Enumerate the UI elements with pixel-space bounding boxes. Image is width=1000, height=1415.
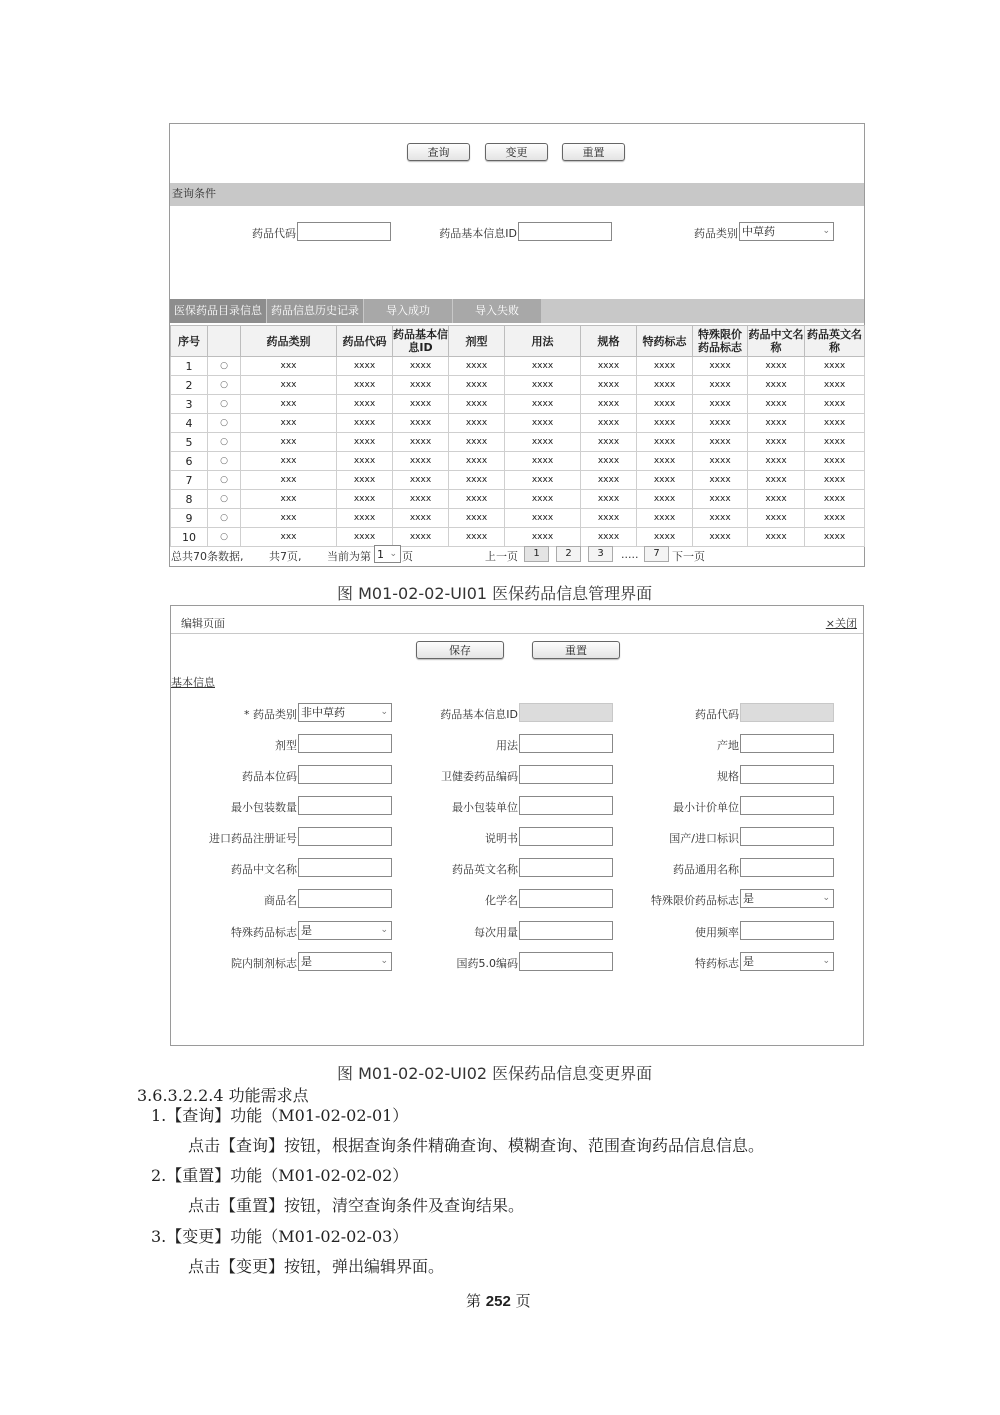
spec-input[interactable] — [740, 765, 834, 784]
cell: xxxx — [505, 528, 581, 547]
chevron-down-icon: ⌄ — [389, 549, 397, 559]
origin-input[interactable] — [740, 734, 834, 753]
cell: xxxx — [449, 376, 505, 395]
cell: xxxx — [337, 509, 393, 528]
hospital-prep-flag-select[interactable] — [298, 952, 392, 971]
drug-category-select[interactable] — [298, 703, 392, 722]
cell: xxxx — [449, 395, 505, 414]
col-header: 序号 — [171, 326, 208, 357]
min-pack-unit-input[interactable] — [519, 796, 613, 815]
drug-category-select[interactable] — [739, 222, 834, 241]
domestic-import-label: 国产/进口标识 — [669, 832, 739, 845]
cell: xxxx — [637, 414, 693, 433]
hospital-prep-flag-label: 院内制剂标志 — [231, 957, 297, 970]
chevron-down-icon: ⌄ — [822, 956, 830, 966]
special-price-flag-label: 特殊限价药品标志 — [651, 894, 739, 907]
min-price-unit-label: 最小计价单位 — [673, 801, 739, 814]
chevron-down-icon: ⌄ — [380, 925, 388, 935]
cell: xxxx — [748, 414, 805, 433]
cell: xxxx — [393, 490, 449, 509]
drug-basic-id-label: 药品基本信息ID — [440, 708, 518, 721]
cell: xxxx — [805, 490, 865, 509]
tab-import-fail[interactable]: 导入失败 — [453, 299, 541, 323]
usage-input[interactable] — [519, 734, 613, 753]
row-radio[interactable]: ○ — [208, 357, 241, 376]
cell: xxxx — [805, 433, 865, 452]
cell: xxx — [241, 490, 337, 509]
spec-label: 规格 — [717, 770, 739, 783]
local-code-label: 药品本位码 — [242, 770, 297, 783]
cell: xxxx — [449, 509, 505, 528]
table-row[interactable] — [171, 433, 865, 452]
col-header: 药品代码 — [337, 326, 393, 357]
cell: xxxx — [449, 357, 505, 376]
cell: xxxx — [449, 452, 505, 471]
cell: xxxx — [581, 490, 637, 509]
row-radio[interactable]: ○ — [208, 528, 241, 547]
table-row[interactable] — [171, 376, 865, 395]
cell: xxxx — [637, 433, 693, 452]
cell: xxxx — [337, 395, 393, 414]
cell: xxxx — [805, 452, 865, 471]
row-radio[interactable]: ○ — [208, 395, 241, 414]
row-radio[interactable]: ○ — [208, 414, 241, 433]
row-radio[interactable]: ○ — [208, 452, 241, 471]
cell: xxxx — [393, 376, 449, 395]
dose-per-time-input[interactable] — [519, 921, 613, 940]
cell: xxxx — [505, 509, 581, 528]
min-pack-qty-label: 最小包装数量 — [231, 801, 297, 814]
cell: xxxx — [637, 395, 693, 414]
special-drug-flag-value: 是 — [301, 924, 312, 937]
cell: xxxx — [449, 414, 505, 433]
pager-page-2[interactable]: 2 — [556, 546, 581, 562]
usage-label: 用法 — [496, 739, 518, 752]
cell: xxxx — [693, 490, 748, 509]
row-index-cell: 2 — [171, 376, 208, 395]
page-prefix: 第 — [466, 1292, 482, 1310]
manual-label: 说明书 — [485, 832, 518, 845]
section-basic-info: 基本信息 — [171, 676, 215, 689]
col-header: 特药标志 — [637, 326, 693, 357]
trade-name-input[interactable] — [298, 889, 392, 908]
nhc-code-label: 卫健委药品编码 — [441, 770, 518, 783]
row-index-cell: 8 — [171, 490, 208, 509]
cell: xxx — [241, 509, 337, 528]
table-row[interactable] — [171, 414, 865, 433]
row-index-cell: 4 — [171, 414, 208, 433]
cell: xxxx — [693, 452, 748, 471]
pager-ellipsis: ..... — [621, 548, 639, 561]
tey-flag-label: 特药标志 — [695, 957, 739, 970]
cell: xxxx — [637, 509, 693, 528]
drug-category-label: 药品类别 — [694, 227, 738, 240]
cell: xxxx — [505, 471, 581, 490]
drug-management-panel — [169, 123, 865, 567]
requirement-3-title: 3.【变更】功能（M01-02-02-03） — [151, 1227, 409, 1246]
cell: xxx — [241, 395, 337, 414]
col-header: 药品类别 — [241, 326, 337, 357]
table-row[interactable] — [171, 395, 865, 414]
cell: xxxx — [393, 433, 449, 452]
gy5-code-label: 国药5.0编码 — [456, 957, 518, 970]
special-drug-flag-label: 特殊药品标志 — [231, 926, 297, 939]
cell: xxxx — [637, 452, 693, 471]
table-row[interactable] — [171, 509, 865, 528]
dosage-form-input[interactable] — [298, 734, 392, 753]
cell: xxxx — [637, 357, 693, 376]
cell: xxxx — [693, 376, 748, 395]
col-header: 特殊限价药品标志 — [693, 326, 748, 357]
cell: xxxx — [393, 395, 449, 414]
cell: xxxx — [449, 528, 505, 547]
row-index-cell: 6 — [171, 452, 208, 471]
cell: xxxx — [805, 395, 865, 414]
cell: xxxx — [805, 471, 865, 490]
table-header-row — [171, 326, 865, 357]
row-index-cell: 1 — [171, 357, 208, 376]
col-header: 药品英文名称 — [805, 326, 865, 357]
cell: xxx — [241, 376, 337, 395]
cell: xxx — [241, 528, 337, 547]
cell: xxxx — [693, 528, 748, 547]
row-index-cell: 3 — [171, 395, 208, 414]
cell: xxxx — [337, 414, 393, 433]
cell: xxxx — [393, 528, 449, 547]
edit-panel-title: 编辑页面 — [181, 617, 225, 630]
special-price-flag-select[interactable] — [740, 889, 834, 908]
change-button[interactable]: 变更 — [485, 143, 548, 161]
requirement-3-desc: 点击【变更】按钮，弹出编辑界面。 — [188, 1257, 445, 1276]
cell: xxxx — [393, 509, 449, 528]
pager-current-select[interactable] — [374, 545, 401, 563]
cell: xxxx — [393, 471, 449, 490]
page-suffix: 页 — [515, 1292, 531, 1310]
drug-code-input — [740, 703, 834, 722]
pager-current-suffix: 页 — [402, 550, 413, 563]
cell: xxxx — [748, 509, 805, 528]
manual-input[interactable] — [519, 827, 613, 846]
title-divider — [171, 633, 863, 634]
cell: xxxx — [693, 509, 748, 528]
query-button[interactable]: 查询 — [407, 143, 470, 161]
cell: xxxx — [581, 433, 637, 452]
cell: xxxx — [748, 376, 805, 395]
drug-code-label: 药品代码 — [252, 227, 296, 240]
page-number: 252 — [485, 1293, 511, 1310]
cell: xxxx — [337, 357, 393, 376]
cell: xxxx — [337, 433, 393, 452]
chevron-down-icon: ⌄ — [380, 956, 388, 966]
cell: xxxx — [505, 490, 581, 509]
table-row[interactable] — [171, 357, 865, 376]
cell: xxxx — [748, 490, 805, 509]
cell: xxxx — [805, 528, 865, 547]
frequency-label: 使用频率 — [695, 926, 739, 939]
tey-flag-value: 是 — [743, 955, 754, 968]
col-header: 药品基本信息ID — [393, 326, 449, 357]
query-conditions-bar: 查询条件 — [170, 183, 864, 206]
pager-total: 总共70条数据, — [171, 550, 244, 563]
min-pack-unit-label: 最小包装单位 — [452, 801, 518, 814]
import-reg-no-input[interactable] — [298, 827, 392, 846]
cell: xxxx — [805, 414, 865, 433]
col-header: 用法 — [505, 326, 581, 357]
cell: xxxx — [748, 395, 805, 414]
cell: xxxx — [337, 528, 393, 547]
row-index-cell: 7 — [171, 471, 208, 490]
cell: xxxx — [637, 528, 693, 547]
cell: xxxx — [393, 357, 449, 376]
drug-category-value: 中草药 — [742, 225, 775, 238]
drug-category-label: * 药品类别 — [244, 708, 297, 721]
cell: xxxx — [581, 414, 637, 433]
cn-name-label: 药品中文名称 — [231, 863, 297, 876]
cell: xxxx — [393, 414, 449, 433]
row-index-cell: 10 — [171, 528, 208, 547]
pager-next[interactable]: 下一页 — [672, 550, 705, 563]
cell: xxxx — [805, 509, 865, 528]
chevron-down-icon: ⌄ — [822, 226, 830, 236]
special-price-flag-value: 是 — [743, 892, 754, 905]
cell: xxx — [241, 452, 337, 471]
cell: xxxx — [505, 452, 581, 471]
col-header: 药品中文名称 — [748, 326, 805, 357]
cell: xxxx — [581, 528, 637, 547]
section-heading: 3.6.3.2.2.4 功能需求点 — [137, 1086, 309, 1105]
cell: xxx — [241, 414, 337, 433]
edit-panel — [170, 605, 864, 1046]
drug-basic-id-input — [519, 703, 613, 722]
cell: xxxx — [581, 395, 637, 414]
row-radio[interactable]: ○ — [208, 471, 241, 490]
cell: xxxx — [581, 471, 637, 490]
cell: xxx — [241, 433, 337, 452]
table-row[interactable] — [171, 528, 865, 547]
page-footer — [466, 1290, 531, 1311]
cell: xxxx — [805, 376, 865, 395]
reset-button[interactable]: 重置 — [562, 143, 625, 161]
cell: xxxx — [748, 528, 805, 547]
cell: xxxx — [505, 357, 581, 376]
cell: xxxx — [337, 376, 393, 395]
chem-name-input[interactable] — [519, 889, 613, 908]
cell: xxxx — [748, 433, 805, 452]
nhc-code-input[interactable] — [519, 765, 613, 784]
dosage-form-label: 剂型 — [275, 739, 297, 752]
table-row[interactable] — [171, 471, 865, 490]
row-radio[interactable]: ○ — [208, 433, 241, 452]
cell: xxxx — [449, 433, 505, 452]
chem-name-label: 化学名 — [485, 894, 518, 907]
cell: xxx — [241, 471, 337, 490]
cell: xxxx — [581, 452, 637, 471]
hospital-prep-flag-value: 是 — [301, 955, 312, 968]
edit-reset-button[interactable]: 重置 — [532, 641, 620, 659]
table-row[interactable] — [171, 452, 865, 471]
cell: xxxx — [337, 452, 393, 471]
row-index-cell: 9 — [171, 509, 208, 528]
cell: xxxx — [693, 433, 748, 452]
drug-table — [170, 325, 865, 547]
cell: xxxx — [337, 471, 393, 490]
tab-bar — [170, 299, 864, 323]
row-radio[interactable]: ○ — [208, 490, 241, 509]
en-name-label: 药品英文名称 — [452, 863, 518, 876]
cell: xxxx — [748, 452, 805, 471]
cell: xxxx — [637, 376, 693, 395]
tab-import-success[interactable]: 导入成功 — [364, 299, 452, 323]
pager-page-3[interactable]: 3 — [588, 546, 613, 562]
col-header — [208, 326, 241, 357]
cell: xxxx — [748, 471, 805, 490]
pager-current-value: 1 — [377, 548, 384, 561]
row-radio[interactable]: ○ — [208, 509, 241, 528]
cell: xxxx — [748, 357, 805, 376]
min-price-unit-input[interactable] — [740, 796, 834, 815]
tab-drug-catalog[interactable]: 医保药品目录信息 — [170, 299, 266, 323]
cell: xxxx — [693, 414, 748, 433]
save-button[interactable]: 保存 — [416, 641, 504, 659]
frequency-input[interactable] — [740, 921, 834, 940]
pager-current-prefix: 当前为第 — [327, 550, 371, 563]
cell: xxxx — [637, 490, 693, 509]
figure-caption-ui01: 图 M01-02-02-UI01 医保药品信息管理界面 — [337, 584, 653, 603]
cell: xxxx — [693, 471, 748, 490]
domestic-import-input[interactable] — [740, 827, 834, 846]
import-reg-no-label: 进口药品注册证号 — [209, 832, 297, 845]
local-code-input[interactable] — [298, 765, 392, 784]
cell: xxxx — [337, 490, 393, 509]
pager-pages: 共7页, — [269, 550, 302, 563]
tab-drug-history[interactable]: 药品信息历史记录 — [267, 299, 363, 323]
drug-basic-id-label: 药品基本信息ID — [439, 227, 517, 240]
close-link[interactable]: ×关闭 — [825, 617, 857, 630]
row-radio[interactable]: ○ — [208, 376, 241, 395]
cell: xxxx — [805, 357, 865, 376]
cell: xxxx — [505, 414, 581, 433]
row-index-cell: 5 — [171, 433, 208, 452]
cell: xxxx — [505, 376, 581, 395]
drug-basic-id-input[interactable] — [518, 222, 612, 241]
table-row[interactable] — [171, 490, 865, 509]
en-name-input[interactable] — [519, 858, 613, 877]
cell: xxxx — [449, 490, 505, 509]
drug-code-label: 药品代码 — [695, 708, 739, 721]
cell: xxxx — [693, 357, 748, 376]
cell: xxxx — [581, 376, 637, 395]
requirement-1-title: 1.【查询】功能（M01-02-02-01） — [151, 1106, 409, 1125]
cn-name-input[interactable] — [298, 858, 392, 877]
cell: xxx — [241, 357, 337, 376]
tey-flag-select[interactable] — [740, 952, 834, 971]
col-header: 剂型 — [449, 326, 505, 357]
pager-page-1[interactable]: 1 — [524, 546, 549, 562]
cell: xxxx — [505, 433, 581, 452]
cell: xxxx — [693, 395, 748, 414]
generic-name-input[interactable] — [740, 858, 834, 877]
requirement-2-title: 2.【重置】功能（M01-02-02-02） — [151, 1166, 409, 1185]
min-pack-qty-input[interactable] — [298, 796, 392, 815]
requirement-2-desc: 点击【重置】按钮，清空查询条件及查询结果。 — [188, 1196, 525, 1215]
requirement-1-desc: 点击【查询】按钮，根据查询条件精确查询、模糊查询、范围查询药品信息信息。 — [188, 1136, 765, 1155]
special-drug-flag-select[interactable] — [298, 921, 392, 940]
dose-per-time-label: 每次用量 — [474, 926, 518, 939]
drug-code-input[interactable] — [297, 222, 391, 241]
gy5-code-input[interactable] — [519, 952, 613, 971]
chevron-down-icon: ⌄ — [822, 893, 830, 903]
figure-caption-ui02: 图 M01-02-02-UI02 医保药品信息变更界面 — [337, 1064, 653, 1083]
generic-name-label: 药品通用名称 — [673, 863, 739, 876]
cell: xxxx — [581, 357, 637, 376]
pager-page-7[interactable]: 7 — [644, 546, 669, 562]
cell: xxxx — [637, 471, 693, 490]
cell: xxxx — [581, 509, 637, 528]
chevron-down-icon: ⌄ — [380, 707, 388, 717]
col-header: 规格 — [581, 326, 637, 357]
cell: xxxx — [505, 395, 581, 414]
cell: xxxx — [393, 452, 449, 471]
trade-name-label: 商品名 — [264, 894, 297, 907]
drug-category-value: 非中草药 — [301, 706, 345, 719]
origin-label: 产地 — [717, 739, 739, 752]
cell: xxxx — [449, 471, 505, 490]
pager-prev[interactable]: 上一页 — [485, 550, 518, 563]
